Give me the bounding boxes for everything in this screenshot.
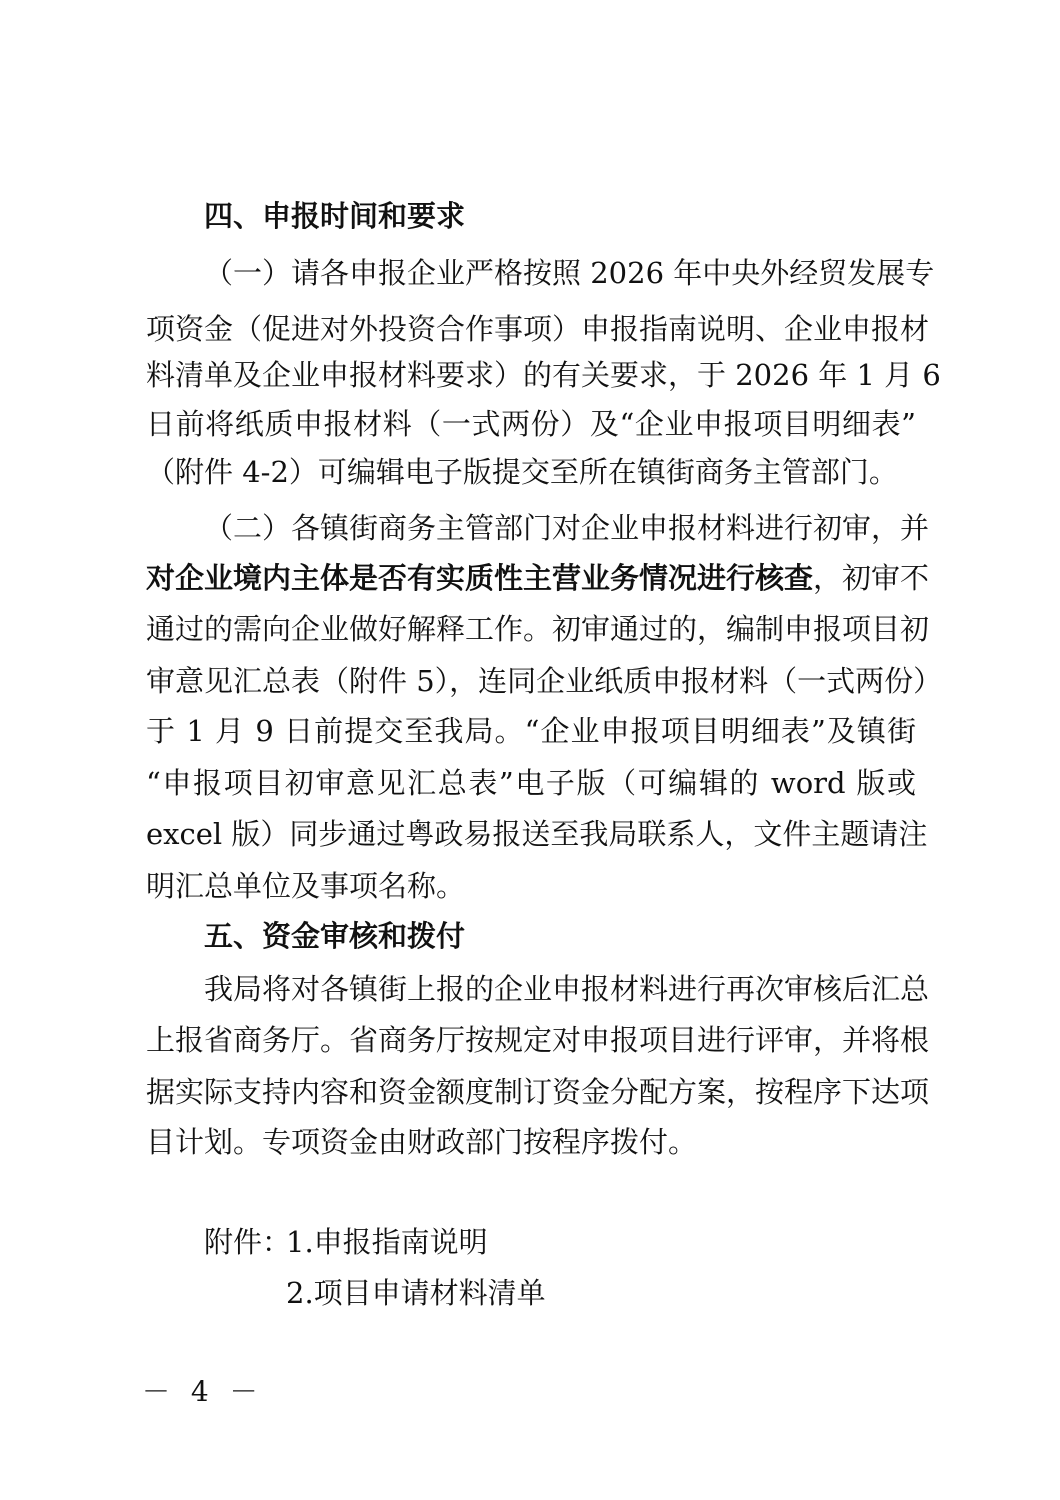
attachment-item: 2.项目申请材料清单 bbox=[286, 1276, 546, 1310]
paragraph-line: （附件 4-2）可编辑电子版提交至所在镇街商务主管部门。 bbox=[146, 455, 898, 489]
section-heading-4: 四、申报时间和要求 bbox=[204, 199, 466, 233]
paragraph-line: （二）各镇街商务主管部门对企业申报材料进行初审，并 bbox=[204, 511, 930, 545]
paragraph-line: 据实际支持内容和资金额度制订资金分配方案，按程序下达项 bbox=[146, 1075, 930, 1109]
bold-emphasis-text: 对企业境内主体是否有实质性主营业务情况进行核查 bbox=[146, 561, 814, 595]
paragraph-line: 日前将纸质申报材料（一式两份）及“企业申报项目明细表” bbox=[146, 407, 916, 441]
paragraph-line: 料清单及企业申报材料要求）的有关要求，于 2026 年 1 月 6 bbox=[146, 358, 941, 392]
paragraph-line: excel 版）同步通过粤政易报送至我局联系人，文件主题请注 bbox=[146, 817, 928, 851]
paragraph-line: 我局将对各镇街上报的企业申报材料进行再次审核后汇总 bbox=[204, 972, 930, 1006]
paragraph-line: 目计划。专项资金由财政部门按程序拨付。 bbox=[146, 1125, 698, 1159]
paragraph-line-mixed bbox=[146, 558, 930, 598]
page-number: － 4 － bbox=[142, 1375, 264, 1408]
paragraph-line: 审意见汇总表（附件 5），连同企业纸质申报材料（一式两份） bbox=[146, 664, 943, 698]
paragraph-line: （一）请各申报企业严格按照 2026 年中央外经贸发展专 bbox=[204, 256, 935, 290]
attachment-item: 1.申报指南说明 bbox=[286, 1225, 488, 1259]
paragraph-line: 明汇总单位及事项名称。 bbox=[146, 869, 466, 903]
attachments-label: 附件： bbox=[204, 1225, 292, 1259]
paragraph-line: 于 1 月 9 日前提交至我局。“企业申报项目明细表”及镇街 bbox=[146, 714, 916, 748]
paragraph-line: 上报省商务厅。省商务厅按规定对申报项目进行评审，并将根 bbox=[146, 1023, 930, 1057]
paragraph-line: “申报项目初审意见汇总表”电子版（可编辑的 word 版或 bbox=[146, 766, 916, 800]
paragraph-line: 项资金（促进对外投资合作事项）申报指南说明、企业申报材 bbox=[146, 312, 930, 346]
paragraph-text: ，初审不 bbox=[813, 561, 930, 595]
paragraph-line: 通过的需向企业做好解释工作。初审通过的，编制申报项目初 bbox=[146, 612, 930, 646]
section-heading-5: 五、资金审核和拨付 bbox=[204, 919, 466, 953]
